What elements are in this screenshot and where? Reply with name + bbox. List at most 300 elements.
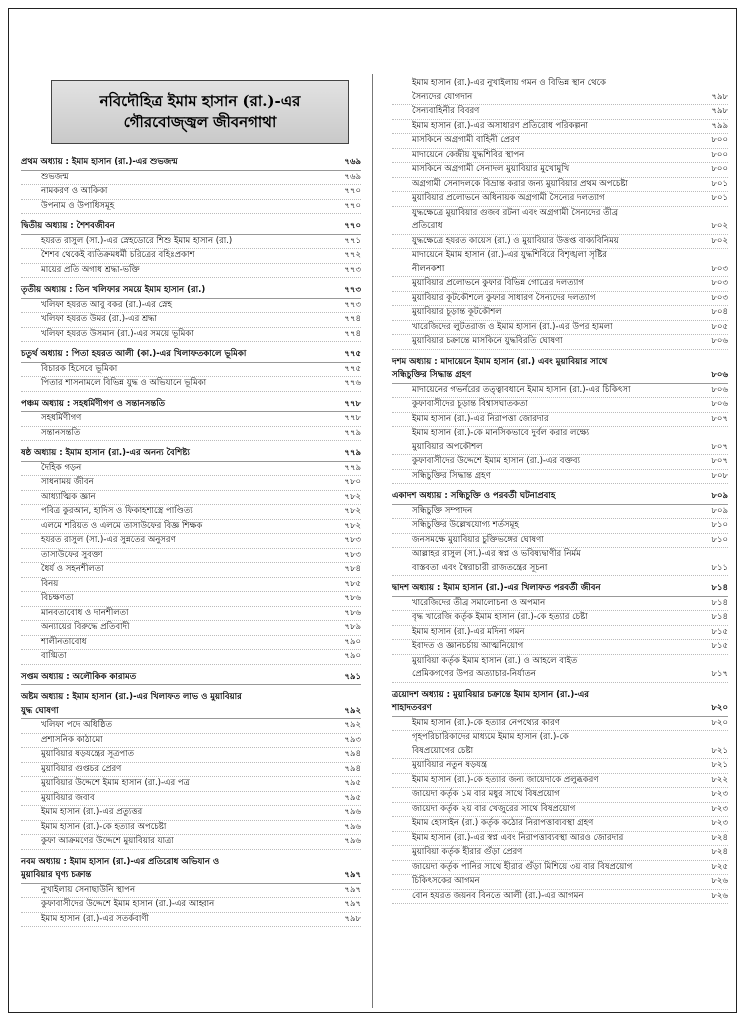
entry-title: ইমাম হাসান (রা.)-এর স্বপ্ন এবং নিরাপত্তাব্যবস্থা আরও জোরদার — [412, 832, 624, 843]
page-number: ৭৭৮ — [344, 413, 361, 423]
entry-title: মাসকিনে অগ্রগামী বাহিনী প্রেরণ — [412, 135, 520, 145]
page-number: ৭৭০ — [344, 200, 361, 211]
entry-title: দশম অধ্যায় : মাদায়েনে ইমাম হাসান (রা.) এবং মুয়াবিয়ার সাথে — [392, 356, 608, 367]
toc-entry — [392, 292, 728, 307]
toc-entry — [392, 249, 728, 263]
page-number: ৮০১ — [711, 193, 728, 203]
page-number: ৮০২ — [711, 221, 728, 231]
page-number: ৭৭৯ — [344, 448, 361, 458]
page-number: ৭৯৪ — [344, 749, 361, 759]
page-number: ৭৯৮ — [711, 106, 728, 116]
page-number: ৮০৯ — [711, 491, 728, 501]
toc-entry — [21, 328, 361, 343]
page-number: ৮২৪ — [711, 847, 728, 857]
page-number: ৮০৫ — [711, 321, 728, 332]
page-number: ৭৮৬ — [344, 607, 361, 618]
page-number: ৭৭১ — [344, 235, 361, 246]
entry-title: ইমাম হাসান (রা.)-কে হত্যার অপচেষ্টা — [41, 821, 167, 832]
toc-entry — [21, 534, 361, 549]
page-number: ৭৯৮ — [344, 913, 361, 924]
page-number: ৮০৩ — [711, 292, 728, 303]
entry-title: কুফাবাসীদের উদ্দেশে ইমাম হাসান (রা.)-এর আহ্বান — [41, 899, 215, 909]
chapter-heading — [21, 691, 361, 705]
toc-entry — [392, 207, 728, 221]
toc-entry — [21, 821, 361, 836]
toc-entry — [392, 562, 728, 577]
page-number: ৭৯৪ — [344, 763, 361, 774]
toc-entry — [392, 149, 728, 164]
page-number: ৭৮৬ — [344, 593, 361, 603]
toc-entry — [21, 491, 361, 506]
entry-title: মুয়াবিয়ার চূড়ান্ত কূটকৌশল — [412, 307, 502, 317]
page-number: ৮২৩ — [711, 789, 728, 799]
entry-title: মাদায়েনে কেন্দ্রীয় যুদ্ধশিবির স্থাপন — [412, 149, 525, 160]
entry-title: উপনাম ও উপাধিসমূহ — [41, 200, 115, 211]
entry-title: দৈহিক গড়ন — [41, 462, 82, 473]
page-number: ৮১৭ — [711, 669, 728, 679]
toc-entry — [21, 650, 361, 665]
entry-title: মুয়াবিয়া কর্তৃক হীরার গুঁড়া প্রেরণ — [412, 847, 523, 857]
entry-title: সন্তানসন্ততি — [41, 427, 81, 438]
toc-entry — [392, 668, 728, 683]
entry-title: মানবতাবোধ ও দানশীলতা — [41, 607, 129, 618]
entry-title: আল্লাহর রাসুল (সা.)-এর স্বপ্ন ও ভবিষ্যদ্বাণীর নির্মম — [412, 549, 581, 559]
entry-title: পবিত্র কুরআন, হাদিস ও ফিকাহশাস্ত্রে পাণ্ডিত্য — [41, 506, 193, 516]
entry-title: মাসকিনে অগ্রগামী সেনাদল মুয়াবিয়ার মুখোমুখি — [412, 164, 570, 174]
page-number: ৭৯৯ — [711, 120, 728, 131]
section-title-box — [51, 80, 349, 144]
entry-title: সপ্তম অধ্যায় : অলৌকিক কারামত — [21, 671, 137, 682]
page-number: ৭৭০ — [344, 221, 361, 231]
toc-entry — [21, 313, 361, 328]
toc-entry — [21, 621, 361, 636]
entry-title: চতুর্থ অধ্যায় : পিতা হযরত আলী (কা.)-এর খিলাফতকালে ভূমিকা — [21, 349, 247, 359]
page-number: ৭৭৯ — [344, 462, 361, 473]
page-number: ৮০৭ — [711, 413, 728, 424]
column-divider — [372, 74, 373, 1008]
toc-entry — [392, 597, 728, 612]
page-number: ৮১৫ — [711, 641, 728, 651]
toc-entry — [21, 835, 361, 850]
toc-entry — [21, 898, 361, 913]
entry-title: হযরত রাসুল (সা.)-এর স্নেহডোরে শিশু ইমাম হাসান (রা.) — [41, 235, 233, 246]
toc-entry — [21, 462, 361, 477]
entry-title: বাগ্মিতা — [41, 651, 67, 661]
chapter-heading — [392, 356, 728, 370]
toc-section — [392, 689, 728, 905]
page-number: ৮১৫ — [711, 626, 728, 637]
entry-title: মাদায়েনের গভর্নরের তত্ত্বাবধানে ইমাম হাসান (রা.)-এর চিকিৎসা — [412, 384, 631, 395]
entry-title: ইমাম হাসান (রা.)-এর প্রত্যুত্তর — [41, 807, 143, 817]
chapter-heading — [392, 702, 728, 717]
toc-entry — [21, 299, 361, 314]
page-number: ৮২০ — [711, 703, 728, 713]
toc-entry — [21, 200, 361, 215]
entry-title: সন্ধিচুক্তির সিদ্ধান্ত গ্রহণ — [392, 370, 472, 380]
entry-title: মায়ের প্রতি অগাধ শ্রদ্ধা-ভক্তি — [41, 264, 140, 275]
chapter-heading — [21, 284, 361, 299]
entry-title: যুদ্ধ ঘোষণা — [21, 705, 59, 716]
toc-entry — [392, 803, 728, 818]
page-number: ৮১৪ — [711, 612, 728, 622]
page-number: ৭৯৫ — [344, 792, 361, 803]
entry-title: মুয়াবিয়ার অপকৌশল — [412, 441, 483, 452]
chapter-heading — [21, 447, 361, 462]
toc-entry — [21, 235, 361, 250]
page-number: ৮২৩ — [711, 803, 728, 814]
page-number: ৮০৬ — [711, 384, 728, 395]
toc-entry — [392, 398, 728, 413]
toc-entry — [21, 549, 361, 564]
entry-title: ইমাম হাসান (রা.)-এর নুখাইলায় গমন ও বিভিন্ন স্থান থেকে — [412, 78, 606, 88]
entry-title: জায়েদা কর্তৃক ২য় বার খেজুরের সাথে বিষপ্রয়োগ — [412, 803, 576, 814]
toc-entry — [392, 774, 728, 789]
toc-entry — [21, 264, 361, 279]
toc-entry — [21, 505, 361, 520]
toc-entry — [392, 321, 728, 336]
entry-title: ষষ্ঠ অধ্যায় : ইমাম হাসান (রা.)-এর অনন্য বৈশিষ্ট্য — [21, 448, 190, 458]
entry-title: দ্বাদশ অধ্যায় : ইমাম হাসান (রা.)-এর খিলাফত পরবর্তী জীবন — [392, 583, 601, 593]
toc-entry — [392, 235, 728, 250]
entry-title: যুদ্ধক্ষেত্রে মুয়াবিয়ার গুজব রটনা এবং অগ্রগামী সৈন্যদের তীব্র — [412, 207, 619, 218]
toc-entry — [392, 77, 728, 91]
toc-entry — [21, 607, 361, 622]
chapter-heading — [21, 398, 361, 413]
toc-entry — [21, 412, 361, 427]
toc-entry — [21, 734, 361, 749]
entry-title: খলিফা হযরত আবু বকর (রা.)-এর স্নেহ — [41, 299, 172, 310]
page-number: ৭৬৯ — [344, 157, 361, 167]
page-number: ৮০৩ — [711, 263, 728, 274]
toc-entry — [392, 220, 728, 235]
toc-entry — [21, 748, 361, 763]
entry-title: সৈন্যদের যোগদান — [412, 91, 473, 102]
toc-entry — [392, 335, 728, 350]
toc-entry — [392, 105, 728, 120]
entry-title: প্রেমিকগণের উপর অত্যাচার-নির্যাতন — [412, 669, 536, 679]
toc-entry — [21, 578, 361, 593]
entry-title: সহধর্মিণীগণ — [41, 413, 82, 423]
toc-entry — [392, 413, 728, 428]
page-number: ৭৯১ — [344, 671, 361, 682]
entry-title: শাহাদতবরণ — [392, 703, 432, 713]
toc-section — [21, 156, 361, 214]
entry-title: শৈশব থেকেই ব্যতিক্রমধর্মী চরিত্রের বহিঃপ্রকাশ — [41, 250, 195, 260]
toc-entry — [21, 636, 361, 651]
chapter-heading — [21, 671, 361, 686]
toc-entry — [392, 817, 728, 832]
chapter-heading — [21, 348, 361, 363]
entry-title: খলিফা হযরত উসমান (রা.)-এর সময়ে ভূমিকা — [41, 328, 194, 339]
toc-entry — [392, 470, 728, 485]
entry-title: মুয়াবিয়ার প্রলোভনে কুফার বিভিন্ন গোত্রের দলত্যাগ — [412, 278, 584, 288]
toc-entry — [392, 890, 728, 905]
toc-entry — [392, 548, 728, 562]
entry-title: গৃহপরিচারিকাদের মাধ্যমে ইমাম হাসান (রা.)-কে — [412, 732, 569, 742]
entry-title: তৃতীয় অধ্যায় : তিন খলিফার সময়ে ইমাম হাসান (রা.) — [21, 285, 206, 295]
page-number: ৭৮২ — [344, 491, 361, 502]
page-number: ৮০০ — [711, 149, 728, 160]
entry-title: কুফা আক্রমণের উদ্দেশে মুয়াবিয়ার যাত্রা — [41, 836, 174, 846]
page-number: ৮০৬ — [711, 370, 728, 380]
entry-title: কুফাবাসীদের চূড়ান্ত বিশ্বাসঘাতকতা — [412, 399, 528, 409]
page-number: ৭৯৫ — [344, 778, 361, 788]
chapter-heading — [21, 705, 361, 720]
entry-title: মুয়াবিয়ার প্রলোভনে অধিনায়ক অগ্রগামী সৈন্যের দলত্যাগ — [412, 193, 605, 203]
entry-title: মুয়াবিয়া কর্তৃক ইমাম হাসান (রা.) ও আহলে বাইত — [412, 655, 578, 666]
page-number: ৮১০ — [711, 520, 728, 530]
toc-entry — [392, 731, 728, 745]
page-number: ৮১১ — [711, 562, 728, 573]
entry-title: সন্ধিচুক্তির উল্লেখযোগ্য শর্তসমূহ — [412, 520, 519, 530]
entry-title: ইবাদত ও জ্ঞানচর্চায় আত্মনিয়োগ — [412, 641, 524, 651]
entry-title: ইমাম হাসান (রা.)-কে মানসিকভাবে দুর্বল করার লক্ষ্যে — [412, 428, 590, 438]
chapter-heading — [21, 156, 361, 171]
page-number: ৮১৪ — [711, 583, 728, 593]
entry-title: বিচক্ষণতা — [41, 593, 74, 603]
page-number: ৭৮৩ — [344, 549, 361, 560]
toc-entry — [392, 163, 728, 178]
entry-title: খারেজিদের লুটতরাজ ও ইমাম হাসান (রা.)-এর উপর হামলা — [412, 321, 613, 332]
entry-title: অষ্টম অধ্যায় : ইমাম হাসান (রা.)-এর খিলাফত লাভ ও মুয়াবিয়ার — [21, 692, 242, 702]
chapter-heading — [21, 856, 361, 870]
toc-section — [21, 856, 361, 928]
page-number: ৭৮৯ — [344, 622, 361, 632]
entry-title: একাদশ অধ্যায় : সন্ধিচুক্তি ও পরবর্তী ঘটনাপ্রবাহ — [392, 491, 556, 501]
entry-title: ইমাম হোসাইন (রা.) কর্তৃক কঠোর নিরাপত্তাব্যবস্থা গ্রহণ — [412, 818, 594, 828]
entry-title: জায়েদা কর্তৃক ১ম বার মধুর সাথে বিষপ্রয়োগ — [412, 789, 560, 799]
page-number: ৭৯৬ — [344, 836, 361, 846]
entry-title: নুখাইলায় সেনাছাউনি স্থাপন — [41, 884, 136, 895]
toc-entry — [392, 717, 728, 732]
entry-title: এলমে শরিয়ত ও এলমে তাসাউফের বিজ্ঞ শিক্ষক — [41, 520, 203, 531]
entry-title: বিষপ্রয়োগের চেষ্টা — [412, 745, 474, 756]
chapter-heading — [21, 869, 361, 884]
entry-title: জায়েদা কর্তৃক পানির সাথে হীরার গুঁড়া মিশিয়ে ৩য় বার বিষপ্রয়োগ — [412, 861, 633, 872]
title-line-2: গৌরবোজ্জ্বল জীবনগাথা — [123, 113, 277, 131]
toc-entry — [392, 441, 728, 456]
toc-section — [392, 490, 728, 576]
toc-entry — [21, 377, 361, 392]
page-number: ৮২৬ — [711, 890, 728, 901]
page-number: ৮২৪ — [711, 832, 728, 843]
toc-column-left — [21, 156, 361, 933]
page-number: ৭৯৩ — [344, 734, 361, 745]
toc-entry — [21, 592, 361, 607]
entry-title: মুয়াবিয়ার ষড়যন্ত্রের সূত্রপাত — [41, 749, 135, 759]
page-number: ৭৯০ — [344, 636, 361, 647]
entry-title: মাদায়েনে ইমাম হাসান (রা.)-এর যুদ্ধশিবিরে বিশৃঙ্খলা সৃষ্টির — [412, 250, 607, 260]
entry-title: ইমাম হাসান (রা.)-এর সতর্কবাণী — [41, 913, 149, 924]
page-number: ৮০১ — [711, 178, 728, 189]
page-number: ৭৯৬ — [344, 807, 361, 817]
entry-title: কুফাবাসীদের উদ্দেশে ইমাম হাসান (রা.)-এর বক্তব্য — [412, 456, 580, 466]
page-number: ৭৬৯ — [344, 171, 361, 182]
toc-entry — [392, 846, 728, 861]
toc-entry — [392, 655, 728, 669]
page-number: ৭৮৩ — [344, 535, 361, 545]
toc-section — [21, 284, 361, 342]
page-number: ৮২৫ — [711, 861, 728, 872]
entry-title: পিতার শাসনামলে বিভিন্ন যুদ্ধ ও অভিযানে ভূমিকা — [41, 378, 207, 388]
entry-title: শালীনতাবোধ — [41, 636, 87, 647]
toc-entry — [21, 806, 361, 821]
entry-title: বৃদ্ধ খারেজি কর্তৃক ইমাম হাসান (রা.)-কে হত্যার চেষ্টা — [412, 612, 588, 622]
toc-entry — [392, 611, 728, 626]
entry-title: দ্বিতীয় অধ্যায় : শৈশবজীবন — [21, 221, 115, 231]
toc-entry — [392, 640, 728, 655]
toc-entry — [21, 763, 361, 778]
toc-entry — [392, 178, 728, 193]
entry-title: চিকিৎসকের আগমন — [412, 876, 480, 886]
chapter-heading — [392, 369, 728, 384]
toc-entry — [392, 519, 728, 534]
entry-title: সাধনাময় জীবন — [41, 477, 94, 487]
page-number: ৮০৭ — [711, 456, 728, 466]
entry-title: প্রশাসনিক কাঠামো — [41, 734, 103, 745]
entry-title: বোন হযরত জয়নব বিনতে আলী (রা.)-এর আগমন — [412, 890, 584, 901]
page-number: ৮০৬ — [711, 336, 728, 346]
entry-title: মুয়াবিয়ার ঘৃণ্য চক্রান্ত — [21, 870, 92, 880]
title-line-1: নবিদৌহিত্র ইমাম হাসান (রা.)-এর — [99, 92, 301, 110]
toc-entry — [21, 185, 361, 200]
entry-title: পঞ্চম অধ্যায় : সহধর্মিণীগণ ও সন্তানসন্ততি — [21, 398, 166, 409]
toc-entry — [392, 263, 728, 278]
entry-title: হযরত রাসুল (সা.)-এর সুন্নতের অনুসরণ — [41, 535, 176, 545]
toc-section — [21, 348, 361, 392]
page-number: ৭৭০ — [344, 186, 361, 196]
toc-entry — [392, 861, 728, 876]
toc-entry — [392, 788, 728, 803]
entry-title: ইমাম হাসান (রা.)-এর মদিনা গমন — [412, 626, 525, 637]
toc-entry — [392, 759, 728, 774]
entry-title: প্রথম অধ্যায় : ইমাম হাসান (রা.)-এর শুভজন্ম — [21, 157, 178, 167]
entry-title: বাস্তবতা এবং স্বৈরাচারী রাজতন্ত্রের সূচনা — [412, 562, 548, 573]
page-number: ৭৭৪ — [344, 314, 361, 324]
page-number: ৭৮৪ — [344, 564, 361, 574]
entry-title: অন্যায়ের বিরুদ্ধে প্রতিবাদী — [41, 622, 130, 632]
page-number: ৮২০ — [711, 717, 728, 728]
toc-entry — [21, 520, 361, 535]
page-number: ৭৭৮ — [344, 398, 361, 409]
page-number: ৭৯৭ — [344, 870, 361, 880]
entry-title: নবম অধ্যায় : ইমাম হাসান (রা.)-এর প্রতিরোধ অভিযান ও — [21, 856, 220, 867]
toc-section — [21, 671, 361, 686]
toc-entry — [392, 192, 728, 207]
page-number: ৮১৪ — [711, 597, 728, 608]
entry-title: অগ্রগামী সেনাদলকে বিভ্রান্ত করার জন্য মুয়াবিয়ার প্রথম অপচেষ্টা — [412, 178, 628, 189]
toc-entry — [392, 505, 728, 520]
entry-title: প্রতিরোধ — [412, 221, 443, 231]
entry-title: বিনয় — [41, 578, 59, 589]
page-number: ৮২৬ — [711, 876, 728, 886]
entry-title: জনসমক্ষে মুয়াবিয়ার চুক্তিভঙ্গের ঘোষণা — [412, 534, 544, 545]
entry-title: মুয়াবিয়ার চক্রান্তে মাসকিনে যুদ্ধবিরতি ঘোষণা — [412, 336, 563, 346]
page-number: ৮২৩ — [711, 818, 728, 828]
page-number: ৭৯২ — [344, 705, 361, 716]
page-number: ৭৮০ — [344, 477, 361, 487]
page-number: ৮০২ — [711, 235, 728, 246]
entry-title: মুয়াবিয়ার গুপ্তচর প্রেরণ — [41, 763, 122, 774]
toc-entry — [21, 913, 361, 928]
toc-entry — [21, 171, 361, 186]
toc-entry — [392, 91, 728, 106]
page-number: ৭৭৬ — [344, 378, 361, 388]
entry-title: মুয়াবিয়ার নতুন ষড়যন্ত্র — [412, 760, 487, 770]
page-number: ৭৯৭ — [344, 899, 361, 909]
entry-title: খলিফা পদে অধিষ্ঠিত — [41, 720, 112, 730]
toc-entry — [21, 792, 361, 807]
entry-title: ত্রয়োদশ অধ্যায় : মুয়াবিয়ার চক্রান্তে ইমাম হাসান (রা.)-এর — [392, 689, 589, 700]
page-number: ৭৯৬ — [344, 821, 361, 832]
toc-entry — [392, 427, 728, 441]
toc-entry — [392, 745, 728, 760]
page-number: ৮০৩ — [711, 278, 728, 288]
chapter-heading — [392, 490, 728, 505]
entry-title: মুয়াবিয়ার জবাব — [41, 792, 95, 803]
toc-entry — [392, 120, 728, 135]
toc-entry — [21, 427, 361, 442]
toc-section — [392, 356, 728, 485]
toc-entry — [21, 363, 361, 378]
toc-entry — [392, 626, 728, 641]
entry-title: সন্ধিচুক্তি সম্পাদন — [412, 505, 473, 516]
page-number: ৮২১ — [711, 745, 728, 756]
page-number: ৮২১ — [711, 760, 728, 770]
page-number: ৮০৬ — [711, 399, 728, 409]
page-number: ৭৭৯ — [344, 427, 361, 438]
page-number: ৮০০ — [711, 135, 728, 145]
toc-entry — [392, 134, 728, 149]
toc-section — [21, 398, 361, 442]
toc-entry — [392, 455, 728, 470]
entry-title: ইমাম হাসান (রা.)-কে হত্যার জন্য জায়েদাকে প্রলুব্ধকরণ — [412, 774, 599, 785]
toc-entry — [392, 534, 728, 549]
chapter-heading — [392, 582, 728, 597]
page-number: ৭৯৮ — [711, 91, 728, 102]
toc-entry — [392, 306, 728, 321]
toc-entry — [21, 476, 361, 491]
chapter-heading — [392, 689, 728, 703]
page-number: ৮০৮ — [711, 470, 728, 481]
toc-entry — [21, 884, 361, 899]
toc-section — [21, 691, 361, 850]
page-number: ৭৮৫ — [344, 578, 361, 589]
page-number: ৭৮২ — [344, 520, 361, 531]
entry-title: আধ্যাত্মিক জ্ঞান — [41, 491, 96, 502]
toc-section — [392, 582, 728, 683]
toc-section — [392, 77, 728, 350]
page-number: ৮২২ — [711, 774, 728, 785]
entry-title: খলিফা হযরত উমর (রা.)-এর শ্রদ্ধা — [41, 314, 157, 324]
toc-entry — [392, 832, 728, 847]
page-number: ৭৯৭ — [344, 884, 361, 895]
entry-title: ধৈর্য ও সহনশীলতা — [41, 564, 104, 574]
page-number: ৮০০ — [711, 164, 728, 174]
entry-title: শুভজন্ম — [41, 171, 69, 182]
toc-column-right — [392, 77, 728, 910]
toc-entry — [21, 777, 361, 792]
entry-title: খারেজিদের তীব্র সমালোচনা ও অপমান — [412, 597, 546, 608]
entry-title: তাসাউফের সুবক্তা — [41, 549, 103, 560]
page-number: ৮০৪ — [711, 307, 728, 317]
entry-title: ইমাম হাসান (রা.)-এর নিরাপত্তা জোরদার — [412, 413, 549, 424]
toc-entry — [21, 719, 361, 734]
chapter-heading — [21, 220, 361, 235]
entry-title: ইমাম হাসান (রা.)-এর অসাধারণ প্রতিরোধ পরিকল্পনা — [412, 120, 588, 131]
page-number: ৮০৭ — [711, 441, 728, 452]
toc-entry — [392, 384, 728, 399]
